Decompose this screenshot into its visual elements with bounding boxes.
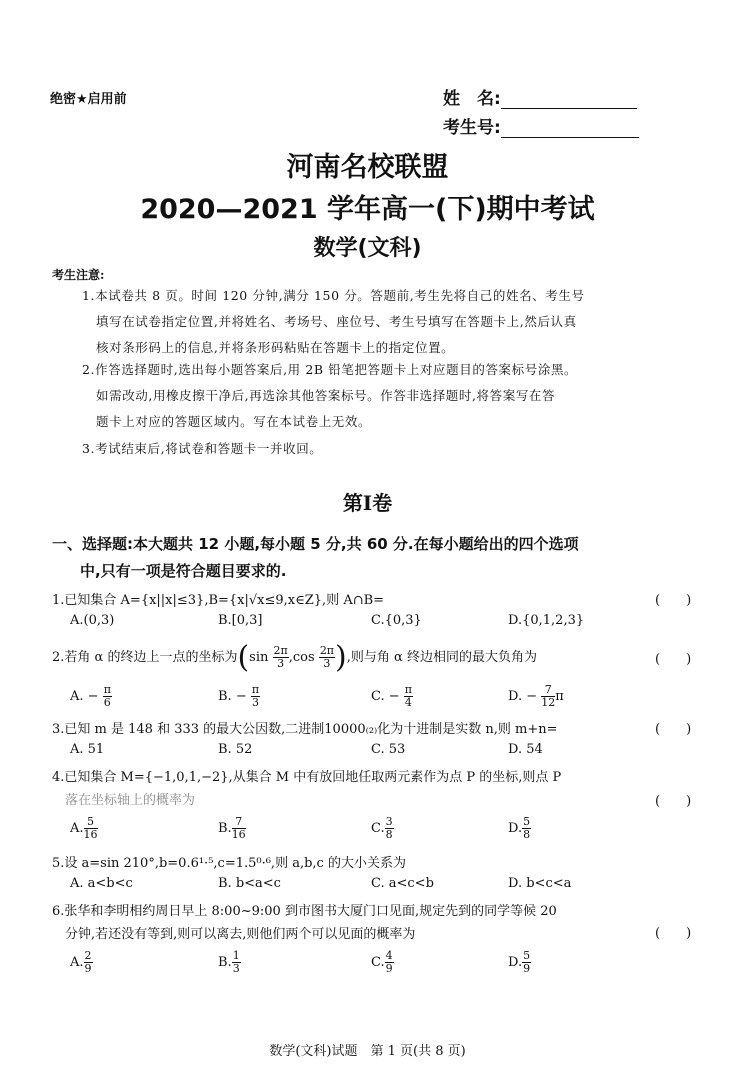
notice-item-1	[82, 283, 652, 361]
sin-label: sin	[249, 650, 269, 665]
name-label: 姓 名:	[443, 89, 501, 109]
exam-title-subject: 数学(文科)	[313, 236, 422, 261]
notice-item-1-line-3: 核对条形码上的信息,并将条形码粘贴在答题卡上的指定位置。	[96, 340, 455, 355]
section-line-2: 中,只有一项是符合题目要求的.	[80, 562, 287, 580]
exam-title-main: 2020—2021 学年高一(下)期中考试	[140, 194, 595, 225]
volume-title: 第Ⅰ卷	[342, 491, 393, 515]
option-a: A. − $\frac{\pi}{6}$	[70, 683, 111, 709]
question-3	[52, 718, 692, 758]
option-a: A. $\frac{5}{16}$	[70, 815, 98, 841]
numerator: 2π	[273, 644, 288, 657]
answer-paren: ( )	[655, 593, 692, 608]
page-footer: 数学(文科)试题 第 1 页(共 8 页)	[269, 1044, 466, 1059]
fraction	[273, 645, 289, 670]
question-6-stem-1: 6.张华和李明相约周日早上 8:00~9:00 到市图书大厦门口见面,规定先到的同学等候 20	[52, 904, 557, 919]
notice-item-2-line-3: 题卡上对应的答题区域内。写在本试卷上无效。	[96, 414, 372, 429]
name-field	[443, 84, 637, 109]
question-2-stem-a: 2.若角 α 的终边上一点的坐标为	[52, 650, 238, 665]
denominator: 3	[323, 657, 331, 670]
option-a: A. $\frac{2}{9}$	[70, 949, 92, 975]
question-1-stem: 1.已知集合 A={x||x|≤3},B={x|√x≤9,x∈Z},则 A∩B=	[52, 593, 385, 608]
notice-item-1-line-1: 1.本试卷共 8 页。时间 120 分钟,满分 150 分。答题前,考生先将自己的姓名、考生号	[82, 288, 585, 303]
option-b: B.[0,3]	[218, 613, 263, 628]
option-d: D.{0,1,2,3}	[508, 613, 585, 628]
denominator: 3	[277, 657, 285, 670]
notice-item-2-line-2: 如需改动,用橡皮擦干净后,再选涂其他答案标号。作答非选择题时,将答案写在答	[96, 388, 556, 403]
question-2	[52, 640, 692, 710]
option-d: D. $\frac{5}{8}$	[508, 815, 531, 841]
answer-paren: ( )	[655, 794, 692, 809]
option-b: B. $\frac{1}{3}$	[218, 949, 240, 975]
option-b: B. − $\frac{\pi}{3}$	[218, 683, 260, 709]
section-instructions	[52, 531, 652, 585]
question-3-stem: 3.已知 m 是 148 和 333 的最大公因数,二进制10000₍₂₎化为十进制是实数 n,则 m+n=	[52, 722, 558, 737]
question-4	[52, 766, 692, 848]
question-4-stem-1: 4.已知集合 M={−1,0,1,−2},从集合 M 中有放回地任取两元素作为点 P 的坐标,则点 P	[52, 770, 562, 785]
answer-paren: ( )	[655, 722, 692, 737]
question-5	[52, 852, 652, 892]
question-4-stem-2: 落在坐标轴上的概率为	[65, 793, 196, 808]
exam-number-blank	[501, 123, 639, 138]
option-d: D. − $\frac{7}{12}$ π	[508, 683, 564, 709]
exam-title-union: 河南名校联盟	[286, 152, 449, 183]
fraction	[319, 645, 335, 670]
notice-item-2	[82, 357, 652, 435]
option-a: A.(0,3)	[70, 613, 115, 628]
exam-number-field	[443, 113, 639, 138]
confidential-label: 绝密★启用前	[50, 92, 127, 107]
option-c: C. a<c<b	[371, 876, 434, 891]
option-d: D. $\frac{5}{9}$	[508, 949, 531, 975]
answer-paren: ( )	[655, 652, 692, 667]
answer-paren: ( )	[655, 926, 692, 941]
option-c: C. $\frac{4}{9}$	[371, 949, 393, 975]
option-c: C. 53	[371, 742, 406, 757]
right-paren-big: )	[335, 640, 347, 675]
question-2-stem-b: ,则与角 α 终边相同的最大负角为	[346, 650, 537, 665]
question-5-stem: 5.设 a=sin 210°,b=0.6¹·⁵,c=1.5⁰·⁶,则 a,b,c 的大小关系为	[52, 856, 406, 871]
section-line-1: 一、选择题:本大题共 12 小题,每小题 5 分,共 60 分.在每小题给出的四个选项	[52, 535, 579, 553]
option-b: B. 52	[218, 742, 253, 757]
notice-item-3: 3.考试结束后,将试卷和答题卡一并收回。	[82, 441, 323, 456]
option-b: B. $\frac{7}{16}$	[218, 815, 246, 841]
exam-number-label: 考生号:	[443, 118, 501, 138]
notice-item-1-line-2: 填写在试卷指定位置,并将姓名、考场号、座位号、考生号填写在答题卡上,然后认真	[96, 314, 577, 329]
option-a: A. 51	[70, 742, 105, 757]
question-6-stem-2: 分钟,若还没有等到,则可以离去,则他们两个可以见面的概率为	[65, 927, 416, 942]
option-c: C. $\frac{3}{8}$	[371, 815, 393, 841]
option-d: D. b<c<a	[508, 876, 572, 891]
cos-label: ,cos	[288, 650, 315, 665]
option-a: A. a<b<c	[70, 876, 133, 891]
option-d: D. 54	[508, 742, 543, 757]
notice-heading: 考生注意:	[52, 268, 105, 282]
name-blank	[501, 94, 637, 109]
numerator: 2π	[319, 644, 335, 657]
question-1	[52, 589, 692, 629]
option-c: C.{0,3}	[371, 613, 422, 628]
question-6	[52, 900, 692, 990]
notice-item-2-line-1: 2.作答选择题时,选出每小题答案后,用 2B 铅笔把答题卡上对应题目的答案标号涂黑。	[82, 362, 578, 377]
option-c: C. − $\frac{\pi}{4}$	[371, 683, 413, 709]
option-b: B. b<a<c	[218, 876, 281, 891]
left-paren-big: (	[237, 640, 250, 675]
